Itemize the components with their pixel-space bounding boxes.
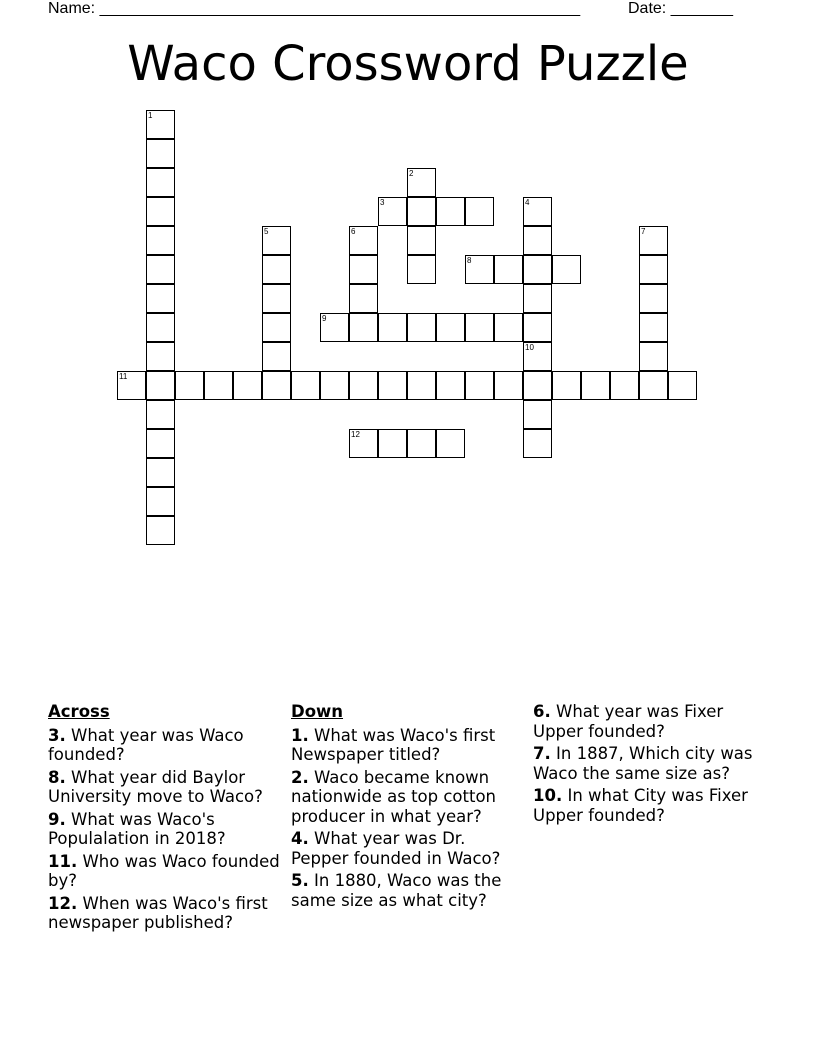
grid-cell[interactable]	[639, 226, 668, 255]
clue-down-7	[533, 744, 773, 783]
grid-cell[interactable]	[146, 197, 175, 226]
cell-number: 11	[119, 372, 128, 381]
grid-cell[interactable]	[407, 313, 436, 342]
grid-cell[interactable]	[465, 255, 494, 284]
clue-number: 4.	[291, 829, 309, 848]
clue-down-5	[291, 871, 527, 910]
grid-cell[interactable]	[639, 255, 668, 284]
cell-number: 4	[525, 198, 530, 207]
grid-cell[interactable]	[407, 168, 436, 197]
grid-cell[interactable]	[320, 371, 349, 400]
cell-number: 2	[409, 169, 414, 178]
clue-number: 7.	[533, 744, 551, 763]
grid-cell[interactable]	[407, 371, 436, 400]
grid-cell[interactable]	[146, 487, 175, 516]
grid-cell[interactable]	[320, 313, 349, 342]
grid-cell[interactable]	[523, 371, 552, 400]
clue-text: What was Waco's Populalation in 2018?	[48, 809, 226, 848]
clue-text: In 1880, Waco was the same size as what city?	[291, 871, 502, 910]
grid-cell[interactable]	[262, 342, 291, 371]
clue-number: 6.	[533, 702, 551, 721]
clue-number: 1.	[291, 725, 309, 745]
grid-cell[interactable]	[523, 197, 552, 226]
grid-cell[interactable]	[146, 284, 175, 313]
grid-cell[interactable]	[349, 371, 378, 400]
grid-cell[interactable]	[146, 516, 175, 545]
grid-cell[interactable]	[494, 313, 523, 342]
grid-cell[interactable]	[436, 313, 465, 342]
grid-cell[interactable]	[494, 371, 523, 400]
grid-cell[interactable]	[262, 313, 291, 342]
cell-number: 1	[148, 111, 153, 120]
cell-number: 12	[351, 430, 360, 439]
clue-text: In 1887, Which city was Waco the same size as?	[533, 744, 753, 783]
page-title: Waco Crossword Puzzle	[127, 36, 689, 92]
cell-number: 7	[641, 227, 646, 236]
clue-text: Who was Waco founded by?	[48, 851, 280, 890]
grid-cell[interactable]	[146, 110, 175, 139]
clue-across-3	[48, 726, 284, 765]
clue-across-12	[48, 894, 284, 933]
grid-cell[interactable]	[639, 371, 668, 400]
grid-cell[interactable]	[523, 255, 552, 284]
grid-cell[interactable]	[262, 255, 291, 284]
grid-cell[interactable]	[146, 255, 175, 284]
grid-cell[interactable]	[378, 429, 407, 458]
grid-cell[interactable]	[146, 342, 175, 371]
grid-cell[interactable]	[523, 313, 552, 342]
grid-cell[interactable]	[175, 371, 204, 400]
clue-down-1	[291, 726, 527, 765]
cell-number: 6	[351, 227, 356, 236]
grid-cell[interactable]	[523, 226, 552, 255]
grid-cell[interactable]	[436, 197, 465, 226]
grid-cell[interactable]	[349, 313, 378, 342]
down-heading: Down	[291, 702, 344, 721]
grid-cell[interactable]	[146, 313, 175, 342]
cell-number: 3	[380, 198, 385, 207]
clue-down-4	[291, 829, 527, 868]
grid-cell[interactable]	[204, 371, 233, 400]
clue-text: What year was Fixer Upper founded?	[533, 702, 724, 741]
grid-cell[interactable]	[349, 429, 378, 458]
grid-cell[interactable]	[465, 197, 494, 226]
name-field-label: Name: ______________________________________________________	[48, 0, 581, 17]
clue-number: 2.	[291, 767, 309, 787]
grid-cell[interactable]	[378, 371, 407, 400]
grid-cell[interactable]	[146, 458, 175, 487]
grid-cell[interactable]	[610, 371, 639, 400]
grid-cell[interactable]	[407, 429, 436, 458]
grid-cell[interactable]	[465, 371, 494, 400]
grid-cell[interactable]	[349, 226, 378, 255]
clue-number: 8.	[48, 767, 66, 787]
grid-cell[interactable]	[523, 400, 552, 429]
grid-cell[interactable]	[581, 371, 610, 400]
grid-cell[interactable]	[146, 139, 175, 168]
across-heading: Across	[48, 702, 110, 721]
grid-cell[interactable]	[407, 226, 436, 255]
cell-number: 10	[525, 343, 534, 352]
cell-number: 5	[264, 227, 269, 236]
cell-number: 8	[467, 256, 472, 265]
clue-across-9	[48, 810, 284, 849]
grid-cell[interactable]	[639, 342, 668, 371]
clue-text: Waco became known nationwide as top cotton producer in what year?	[291, 767, 497, 826]
clue-number: 5.	[291, 871, 309, 890]
grid-cell[interactable]	[523, 342, 552, 371]
clue-down-10	[533, 786, 773, 825]
grid-cell[interactable]	[291, 371, 320, 400]
clue-number: 10.	[533, 786, 563, 805]
clue-number: 3.	[48, 725, 66, 745]
grid-cell[interactable]	[349, 255, 378, 284]
clue-text: What year was Waco founded?	[48, 725, 244, 764]
clue-across-11	[48, 852, 284, 891]
grid-cell[interactable]	[117, 371, 146, 400]
grid-cell[interactable]	[146, 226, 175, 255]
across-clues	[48, 702, 284, 936]
clue-number: 9.	[48, 809, 66, 829]
grid-cell[interactable]	[262, 284, 291, 313]
clue-number: 12.	[48, 893, 78, 913]
grid-cell[interactable]	[146, 168, 175, 197]
grid-cell[interactable]	[378, 197, 407, 226]
clue-down-2	[291, 768, 527, 827]
grid-cell[interactable]	[378, 313, 407, 342]
clue-across-8	[48, 768, 284, 807]
grid-cell[interactable]	[262, 371, 291, 400]
cell-number: 9	[322, 314, 327, 323]
down-clues	[291, 702, 527, 913]
clue-text: What year was Dr. Pepper founded in Waco?	[291, 829, 501, 868]
down-clues-continued	[533, 702, 773, 828]
grid-cell[interactable]	[436, 429, 465, 458]
grid-cell[interactable]	[407, 197, 436, 226]
grid-cell[interactable]	[436, 371, 465, 400]
grid-cell[interactable]	[349, 284, 378, 313]
clue-text: What year did Baylor University move to Waco?	[48, 767, 263, 806]
clue-down-6	[533, 702, 773, 741]
grid-cell[interactable]	[407, 255, 436, 284]
grid-cell[interactable]	[639, 284, 668, 313]
clue-number: 11.	[48, 851, 78, 871]
grid-cell[interactable]	[146, 429, 175, 458]
grid-cell[interactable]	[552, 255, 581, 284]
clue-text: In what City was Fixer Upper founded?	[533, 786, 748, 825]
grid-cell[interactable]	[146, 400, 175, 429]
grid-cell[interactable]	[262, 226, 291, 255]
grid-cell[interactable]	[233, 371, 262, 400]
grid-cell[interactable]	[523, 284, 552, 313]
grid-cell[interactable]	[146, 371, 175, 400]
clue-text: What was Waco's first Newspaper titled?	[291, 725, 496, 764]
grid-cell[interactable]	[668, 371, 697, 400]
grid-cell[interactable]	[639, 313, 668, 342]
grid-cell[interactable]	[552, 371, 581, 400]
grid-cell[interactable]	[465, 313, 494, 342]
clue-text: When was Waco's first newspaper published?	[48, 893, 268, 932]
grid-cell[interactable]	[494, 255, 523, 284]
grid-cell[interactable]	[523, 429, 552, 458]
date-field-label: Date: _______	[628, 0, 733, 17]
